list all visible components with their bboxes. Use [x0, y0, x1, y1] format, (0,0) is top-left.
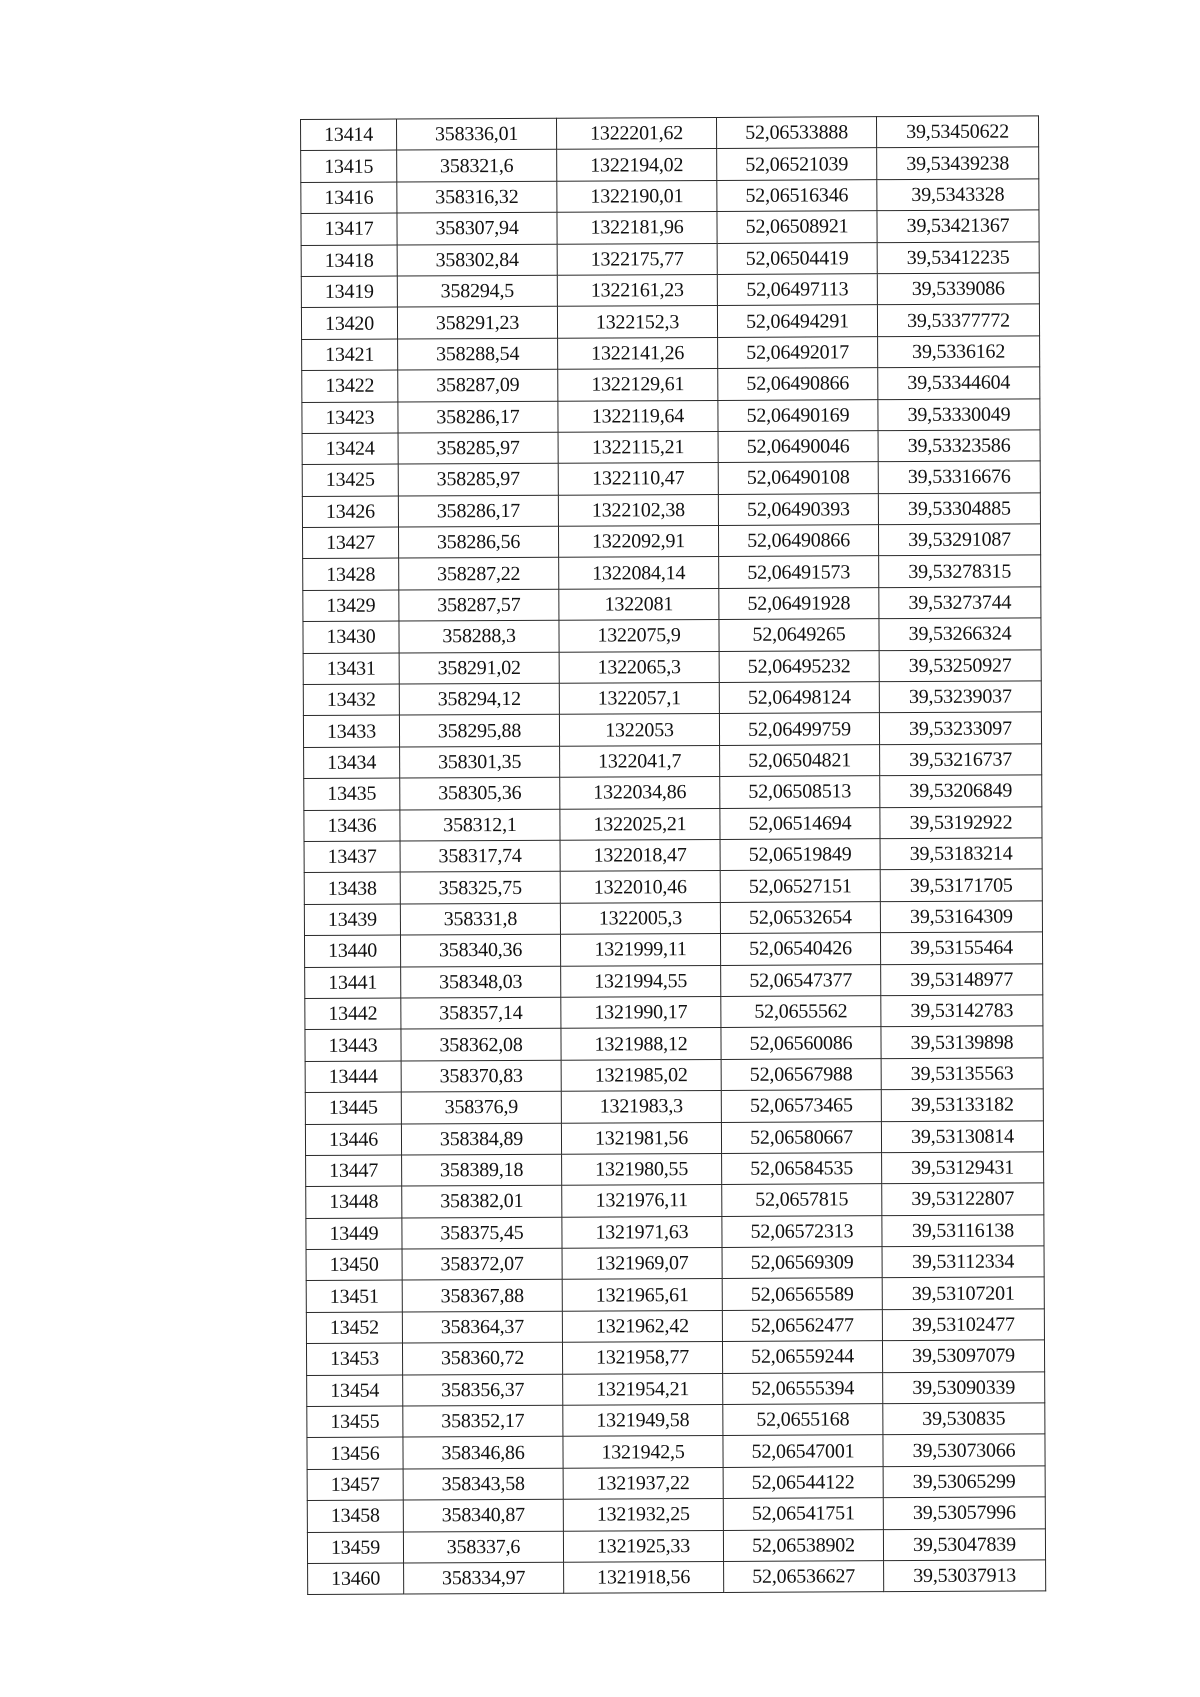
y-coordinate-cell: 1322041,7 — [560, 745, 720, 777]
latitude-cell: 52,06580667 — [721, 1121, 881, 1153]
y-coordinate-cell: 1322110,47 — [558, 463, 718, 495]
point-number-cell: 13458 — [307, 1500, 403, 1532]
y-coordinate-cell: 1321918,56 — [564, 1561, 724, 1593]
y-coordinate-cell: 1322141,26 — [558, 337, 718, 369]
latitude-cell: 52,06547001 — [723, 1435, 883, 1467]
y-coordinate-cell: 1322119,64 — [558, 400, 718, 432]
point-number-cell: 13420 — [301, 307, 397, 339]
table-row — [304, 869, 1042, 904]
x-coordinate-cell: 358287,22 — [399, 558, 559, 590]
x-coordinate-cell: 358294,12 — [399, 683, 559, 715]
y-coordinate-cell: 1321983,3 — [561, 1091, 721, 1123]
latitude-cell: 52,06494291 — [717, 305, 877, 337]
latitude-cell: 52,0657815 — [722, 1184, 882, 1216]
table-row — [307, 1372, 1045, 1407]
point-number-cell: 13460 — [308, 1563, 404, 1595]
latitude-cell: 52,0655562 — [721, 996, 881, 1028]
y-coordinate-cell: 1322152,3 — [557, 306, 717, 338]
table-row — [304, 838, 1042, 873]
point-number-cell: 13414 — [301, 119, 397, 151]
x-coordinate-cell: 358285,97 — [398, 432, 558, 464]
longitude-cell: 39,53065299 — [883, 1466, 1045, 1498]
table-row — [301, 241, 1039, 276]
point-number-cell: 13443 — [305, 1029, 401, 1061]
latitude-cell: 52,06499759 — [719, 713, 879, 745]
longitude-cell: 39,53135563 — [881, 1058, 1043, 1090]
y-coordinate-cell: 1322010,46 — [560, 871, 720, 903]
latitude-cell: 52,06541751 — [723, 1498, 883, 1530]
latitude-cell: 52,06495232 — [719, 650, 879, 682]
point-number-cell: 13437 — [304, 841, 400, 873]
point-number-cell: 13457 — [307, 1469, 403, 1501]
latitude-cell: 52,06490866 — [718, 525, 878, 557]
latitude-cell: 52,06532654 — [720, 901, 880, 933]
longitude-cell: 39,53107201 — [882, 1277, 1044, 1309]
table-row — [302, 367, 1040, 402]
longitude-cell: 39,53142783 — [881, 995, 1043, 1027]
point-number-cell: 13423 — [302, 402, 398, 434]
latitude-cell: 52,06490866 — [718, 368, 878, 400]
x-coordinate-cell: 358294,5 — [397, 275, 557, 307]
y-coordinate-cell: 1321954,21 — [563, 1373, 723, 1405]
table-row — [305, 1120, 1043, 1155]
x-coordinate-cell: 358360,72 — [402, 1342, 562, 1374]
latitude-cell: 52,06508513 — [720, 776, 880, 808]
y-coordinate-cell: 1322190,01 — [557, 180, 717, 212]
y-coordinate-cell: 1322057,1 — [559, 682, 719, 714]
x-coordinate-cell: 358288,54 — [398, 338, 558, 370]
x-coordinate-cell: 358343,58 — [403, 1468, 563, 1500]
table-row — [307, 1434, 1045, 1469]
table-row — [305, 1026, 1043, 1061]
latitude-cell: 52,06490108 — [718, 462, 878, 494]
longitude-cell: 39,53291087 — [878, 524, 1040, 556]
point-number-cell: 13455 — [307, 1406, 403, 1438]
latitude-cell: 52,06555394 — [723, 1372, 883, 1404]
longitude-cell: 39,5343328 — [877, 179, 1039, 211]
latitude-cell: 52,06572313 — [722, 1215, 882, 1247]
table-row — [303, 681, 1041, 716]
x-coordinate-cell: 358370,83 — [401, 1060, 561, 1092]
x-coordinate-cell: 358286,56 — [398, 526, 558, 558]
x-coordinate-cell: 358287,09 — [398, 369, 558, 401]
longitude-cell: 39,53233097 — [879, 712, 1041, 744]
table-row — [306, 1215, 1044, 1250]
latitude-cell: 52,06498124 — [719, 682, 879, 714]
x-coordinate-cell: 358337,6 — [403, 1531, 563, 1563]
x-coordinate-cell: 358384,89 — [401, 1123, 561, 1155]
longitude-cell: 39,53122807 — [882, 1183, 1044, 1215]
table-row — [305, 963, 1043, 998]
y-coordinate-cell: 1322053 — [559, 714, 719, 746]
table-row — [306, 1277, 1044, 1312]
point-number-cell: 13450 — [306, 1249, 402, 1281]
table-row — [301, 179, 1039, 214]
longitude-cell: 39,5336162 — [878, 336, 1040, 368]
table-row — [301, 304, 1039, 339]
point-number-cell: 13445 — [305, 1092, 401, 1124]
x-coordinate-cell: 358287,57 — [399, 589, 559, 621]
latitude-cell: 52,06490169 — [718, 399, 878, 431]
point-number-cell: 13438 — [304, 872, 400, 904]
x-coordinate-cell: 358312,1 — [400, 809, 560, 841]
point-number-cell: 13449 — [306, 1218, 402, 1250]
longitude-cell: 39,53073066 — [883, 1434, 1045, 1466]
y-coordinate-cell: 1321925,33 — [563, 1530, 723, 1562]
longitude-cell: 39,53112334 — [882, 1246, 1044, 1278]
table-row — [301, 147, 1039, 182]
longitude-cell: 39,53183214 — [880, 838, 1042, 870]
x-coordinate-cell: 358348,03 — [401, 966, 561, 998]
longitude-cell: 39,53116138 — [882, 1215, 1044, 1247]
x-coordinate-cell: 358331,8 — [400, 903, 560, 935]
point-number-cell: 13442 — [305, 998, 401, 1030]
x-coordinate-cell: 358352,17 — [403, 1405, 563, 1437]
x-coordinate-cell: 358288,3 — [399, 620, 559, 652]
table-row — [301, 116, 1039, 151]
x-coordinate-cell: 358334,97 — [404, 1562, 564, 1594]
y-coordinate-cell: 1321932,25 — [563, 1499, 723, 1531]
point-number-cell: 13418 — [301, 245, 397, 277]
longitude-cell: 39,53171705 — [880, 869, 1042, 901]
table-row — [305, 1089, 1043, 1124]
x-coordinate-cell: 358307,94 — [397, 212, 557, 244]
table-row — [303, 555, 1041, 590]
longitude-cell: 39,53266324 — [879, 618, 1041, 650]
latitude-cell: 52,06492017 — [718, 336, 878, 368]
x-coordinate-cell: 358364,37 — [402, 1311, 562, 1343]
y-coordinate-cell: 1322025,21 — [560, 808, 720, 840]
longitude-cell: 39,53304885 — [878, 493, 1040, 525]
latitude-cell: 52,06519849 — [720, 839, 880, 871]
x-coordinate-cell: 358286,17 — [398, 495, 558, 527]
x-coordinate-cell: 358305,36 — [400, 777, 560, 809]
table-row — [304, 932, 1042, 967]
longitude-cell: 39,53421367 — [877, 210, 1039, 242]
latitude-cell: 52,06538902 — [723, 1529, 883, 1561]
longitude-cell: 39,53412235 — [877, 241, 1039, 273]
x-coordinate-cell: 358389,18 — [402, 1154, 562, 1186]
latitude-cell: 52,06562477 — [722, 1310, 882, 1342]
longitude-cell: 39,53139898 — [881, 1026, 1043, 1058]
point-number-cell: 13421 — [302, 339, 398, 371]
latitude-cell: 52,06565589 — [722, 1278, 882, 1310]
longitude-cell: 39,53057996 — [883, 1497, 1045, 1529]
longitude-cell: 39,53164309 — [880, 901, 1042, 933]
table-row — [307, 1466, 1045, 1501]
latitude-cell: 52,06508921 — [717, 211, 877, 243]
point-number-cell: 13428 — [303, 558, 399, 590]
point-number-cell: 13430 — [303, 621, 399, 653]
longitude-cell: 39,53330049 — [878, 398, 1040, 430]
x-coordinate-cell: 358372,07 — [402, 1248, 562, 1280]
longitude-cell: 39,53097079 — [882, 1340, 1044, 1372]
table-row — [308, 1560, 1046, 1595]
point-number-cell: 13432 — [303, 684, 399, 716]
x-coordinate-cell: 358376,9 — [401, 1091, 561, 1123]
y-coordinate-cell: 1322194,02 — [557, 149, 717, 181]
point-number-cell: 13451 — [306, 1280, 402, 1312]
table-row — [302, 336, 1040, 371]
y-coordinate-cell: 1321985,02 — [561, 1059, 721, 1091]
latitude-cell: 52,06536627 — [724, 1561, 884, 1593]
point-number-cell: 13441 — [305, 967, 401, 999]
table-row — [306, 1340, 1044, 1375]
x-coordinate-cell: 358346,86 — [403, 1437, 563, 1469]
point-number-cell: 13431 — [303, 653, 399, 685]
latitude-cell: 52,06560086 — [721, 1027, 881, 1059]
y-coordinate-cell: 1321990,17 — [561, 996, 721, 1028]
longitude-cell: 39,53130814 — [881, 1120, 1043, 1152]
y-coordinate-cell: 1322092,91 — [558, 526, 718, 558]
point-number-cell: 13459 — [307, 1532, 403, 1564]
x-coordinate-cell: 358356,37 — [403, 1374, 563, 1406]
table-row — [302, 461, 1040, 496]
x-coordinate-cell: 358357,14 — [401, 997, 561, 1029]
point-number-cell: 13439 — [304, 904, 400, 936]
latitude-cell: 52,06584535 — [722, 1153, 882, 1185]
point-number-cell: 13426 — [302, 496, 398, 528]
longitude-cell: 39,530835 — [883, 1403, 1045, 1435]
table-row — [302, 493, 1040, 528]
point-number-cell: 13446 — [305, 1124, 401, 1156]
latitude-cell: 52,06527151 — [720, 870, 880, 902]
table-row — [305, 1058, 1043, 1093]
longitude-cell: 39,53102477 — [882, 1309, 1044, 1341]
latitude-cell: 52,06491928 — [719, 588, 879, 620]
point-number-cell: 13434 — [304, 747, 400, 779]
latitude-cell: 52,0655168 — [723, 1404, 883, 1436]
longitude-cell: 39,53450622 — [876, 116, 1038, 148]
longitude-cell: 39,53273744 — [879, 587, 1041, 619]
longitude-cell: 39,53192922 — [880, 806, 1042, 838]
y-coordinate-cell: 1322005,3 — [560, 902, 720, 934]
y-coordinate-cell: 1321976,11 — [562, 1185, 722, 1217]
x-coordinate-cell: 358295,88 — [399, 715, 559, 747]
coordinates-table-body — [301, 116, 1046, 1595]
x-coordinate-cell: 358291,02 — [399, 652, 559, 684]
latitude-cell: 52,0649265 — [719, 619, 879, 651]
table-row — [306, 1309, 1044, 1344]
longitude-cell: 39,53148977 — [881, 963, 1043, 995]
point-number-cell: 13422 — [302, 370, 398, 402]
longitude-cell: 39,53239037 — [879, 681, 1041, 713]
table-row — [307, 1528, 1045, 1563]
longitude-cell: 39,53216737 — [880, 744, 1042, 776]
point-number-cell: 13433 — [303, 715, 399, 747]
y-coordinate-cell: 1322081 — [559, 588, 719, 620]
point-number-cell: 13415 — [301, 150, 397, 182]
y-coordinate-cell: 1321942,5 — [563, 1436, 723, 1468]
table-row — [304, 775, 1042, 810]
longitude-cell: 39,53037913 — [884, 1560, 1046, 1592]
table-row — [303, 650, 1041, 685]
x-coordinate-cell: 358301,35 — [400, 746, 560, 778]
x-coordinate-cell: 358321,6 — [397, 150, 557, 182]
table-row — [302, 430, 1040, 465]
x-coordinate-cell: 358340,87 — [403, 1499, 563, 1531]
y-coordinate-cell: 1321988,12 — [561, 1028, 721, 1060]
y-coordinate-cell: 1321971,63 — [562, 1216, 722, 1248]
longitude-cell: 39,53316676 — [878, 461, 1040, 493]
y-coordinate-cell: 1321958,77 — [562, 1342, 722, 1374]
latitude-cell: 52,06544122 — [723, 1466, 883, 1498]
point-number-cell: 13416 — [301, 182, 397, 214]
longitude-cell: 39,53047839 — [883, 1528, 1045, 1560]
longitude-cell: 39,5339086 — [877, 273, 1039, 305]
y-coordinate-cell: 1322201,62 — [556, 117, 716, 149]
point-number-cell: 13440 — [304, 935, 400, 967]
point-number-cell: 13454 — [307, 1375, 403, 1407]
y-coordinate-cell: 1321999,11 — [560, 934, 720, 966]
latitude-cell: 52,06540426 — [720, 933, 880, 965]
y-coordinate-cell: 1322102,38 — [558, 494, 718, 526]
table-row — [307, 1403, 1045, 1438]
table-row — [303, 618, 1041, 653]
coordinates-table — [300, 115, 1046, 1595]
table-row — [304, 744, 1042, 779]
point-number-cell: 13419 — [301, 276, 397, 308]
x-coordinate-cell: 358286,17 — [398, 401, 558, 433]
x-coordinate-cell: 358375,45 — [402, 1217, 562, 1249]
longitude-cell: 39,53439238 — [877, 147, 1039, 179]
table-row — [304, 901, 1042, 936]
y-coordinate-cell: 1322129,61 — [558, 369, 718, 401]
latitude-cell: 52,06514694 — [720, 807, 880, 839]
point-number-cell: 13448 — [306, 1186, 402, 1218]
latitude-cell: 52,06573465 — [721, 1090, 881, 1122]
y-coordinate-cell: 1321962,42 — [562, 1310, 722, 1342]
longitude-cell: 39,53133182 — [881, 1089, 1043, 1121]
point-number-cell: 13425 — [302, 464, 398, 496]
point-number-cell: 13447 — [306, 1155, 402, 1187]
table-row — [305, 995, 1043, 1030]
table-row — [303, 587, 1041, 622]
x-coordinate-cell: 358340,36 — [400, 934, 560, 966]
y-coordinate-cell: 1322065,3 — [559, 651, 719, 683]
point-number-cell: 13436 — [304, 810, 400, 842]
x-coordinate-cell: 358316,32 — [397, 181, 557, 213]
table-row — [303, 712, 1041, 747]
y-coordinate-cell: 1322034,86 — [560, 777, 720, 809]
latitude-cell: 52,06504821 — [720, 744, 880, 776]
longitude-cell: 39,53344604 — [878, 367, 1040, 399]
x-coordinate-cell: 358302,84 — [397, 244, 557, 276]
y-coordinate-cell: 1322175,77 — [557, 243, 717, 275]
latitude-cell: 52,06497113 — [717, 274, 877, 306]
y-coordinate-cell: 1321981,56 — [561, 1122, 721, 1154]
x-coordinate-cell: 358382,01 — [402, 1186, 562, 1218]
longitude-cell: 39,53323586 — [878, 430, 1040, 462]
latitude-cell: 52,06516346 — [717, 179, 877, 211]
y-coordinate-cell: 1321965,61 — [562, 1279, 722, 1311]
longitude-cell: 39,53155464 — [880, 932, 1042, 964]
point-number-cell: 13424 — [302, 433, 398, 465]
latitude-cell: 52,06547377 — [721, 964, 881, 996]
point-number-cell: 13444 — [305, 1061, 401, 1093]
latitude-cell: 52,06569309 — [722, 1247, 882, 1279]
latitude-cell: 52,06521039 — [717, 148, 877, 180]
point-number-cell: 13427 — [302, 527, 398, 559]
table-row — [301, 210, 1039, 245]
point-number-cell: 13435 — [304, 778, 400, 810]
longitude-cell: 39,53377772 — [877, 304, 1039, 336]
x-coordinate-cell: 358362,08 — [401, 1029, 561, 1061]
y-coordinate-cell: 1321980,55 — [562, 1153, 722, 1185]
table-row — [302, 524, 1040, 559]
y-coordinate-cell: 1322161,23 — [557, 274, 717, 306]
table-row — [306, 1183, 1044, 1218]
x-coordinate-cell: 358325,75 — [400, 872, 560, 904]
longitude-cell: 39,53090339 — [883, 1372, 1045, 1404]
coordinates-table-wrapper — [300, 115, 1045, 1595]
longitude-cell: 39,53278315 — [879, 555, 1041, 587]
point-number-cell: 13417 — [301, 213, 397, 245]
point-number-cell: 13429 — [303, 590, 399, 622]
latitude-cell: 52,06491573 — [719, 556, 879, 588]
point-number-cell: 13452 — [306, 1312, 402, 1344]
y-coordinate-cell: 1321937,22 — [563, 1467, 723, 1499]
latitude-cell: 52,06490046 — [718, 431, 878, 463]
latitude-cell: 52,06490393 — [718, 493, 878, 525]
x-coordinate-cell: 358317,74 — [400, 840, 560, 872]
x-coordinate-cell: 358291,23 — [397, 307, 557, 339]
latitude-cell: 52,06504419 — [717, 242, 877, 274]
table-row — [306, 1152, 1044, 1187]
point-number-cell: 13456 — [307, 1437, 403, 1469]
longitude-cell: 39,53129431 — [882, 1152, 1044, 1184]
y-coordinate-cell: 1322181,96 — [557, 212, 717, 244]
longitude-cell: 39,53250927 — [879, 650, 1041, 682]
x-coordinate-cell: 358336,01 — [397, 118, 557, 150]
latitude-cell: 52,06567988 — [721, 1058, 881, 1090]
y-coordinate-cell: 1322115,21 — [558, 431, 718, 463]
y-coordinate-cell: 1322084,14 — [559, 557, 719, 589]
y-coordinate-cell: 1321994,55 — [561, 965, 721, 997]
table-row — [301, 273, 1039, 308]
y-coordinate-cell: 1321949,58 — [563, 1404, 723, 1436]
longitude-cell: 39,53206849 — [880, 775, 1042, 807]
table-row — [304, 806, 1042, 841]
latitude-cell: 52,06533888 — [716, 117, 876, 149]
point-number-cell: 13453 — [306, 1343, 402, 1375]
table-row — [302, 398, 1040, 433]
table-row — [306, 1246, 1044, 1281]
x-coordinate-cell: 358367,88 — [402, 1280, 562, 1312]
y-coordinate-cell: 1322018,47 — [560, 839, 720, 871]
y-coordinate-cell: 1321969,07 — [562, 1248, 722, 1280]
table-row — [307, 1497, 1045, 1532]
latitude-cell: 52,06559244 — [722, 1341, 882, 1373]
y-coordinate-cell: 1322075,9 — [559, 620, 719, 652]
x-coordinate-cell: 358285,97 — [398, 464, 558, 496]
